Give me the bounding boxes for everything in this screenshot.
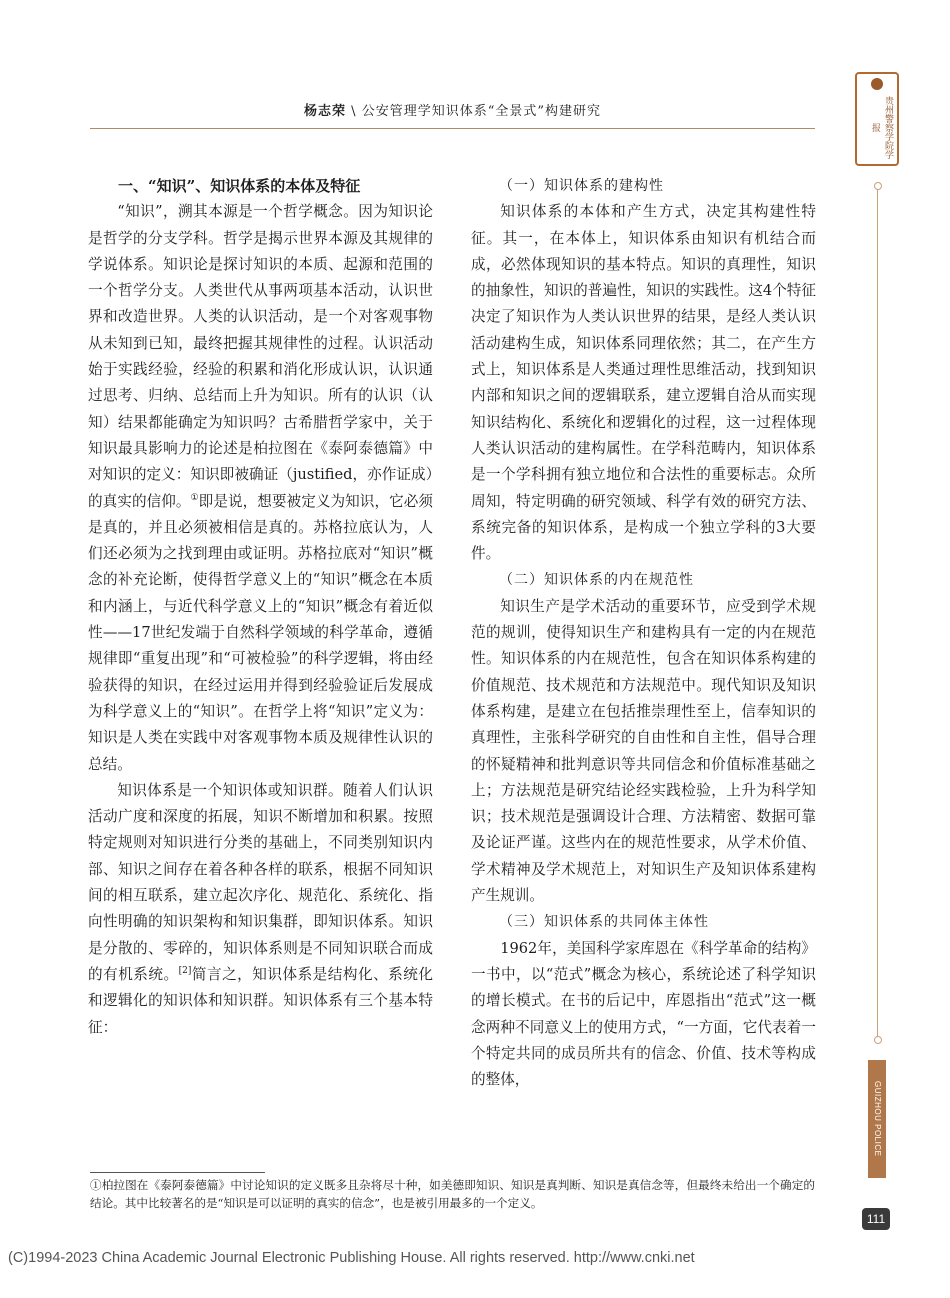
paragraph-text: 简言之，知识体系是结构化、系统化和逻辑化的知识体和知识群。知识体系有三个基本特征： <box>88 965 433 1036</box>
running-header <box>90 100 815 119</box>
footnote-rule <box>90 1172 265 1173</box>
citation-ref[interactable]: [2] <box>178 966 192 977</box>
subsection-heading: （一）知识体系的建构性 <box>499 178 664 194</box>
paragraph-text: 知识体系是一个知识体或知识群。随着人们认识活动广度和深度的拓展，知识不断增加和积累。按照特定规则对知识进行分类的基础上，不同类别知识内部、知识之间存在着各种各样的联系，根据不同知识间的相互联系，建立起次序化、规范化、系统化、指向性明确的知识架构和知识集群，即知识体系。知识是分散的、零碎的，知识体系则是不同知识联合而成的有机系统。 <box>88 781 433 983</box>
paragraph-text: “知识”，溯其本源是一个哲学概念。因为知识论是哲学的分支学科。哲学是揭示世界本源及其规律的学说体系。知识论是探讨知识的本质、起源和范围的一个哲学分支。人类世代从事两项基本活动，认识世界和改造世界。人类的认识活动，是一个对客观事物从未知到已知，最终把握其规律性的过程。认识活动始于实践经验，经验的积累和消化形成认识，认识通过思考、归纳、总结而上升为知识。所有的认识（认知）结果都能确定为知识吗？古希腊哲学家中，关于知识最具影响力的论述是柏拉图在《泰阿泰德篇》中对知识的定义：知识即被确证（justified，亦作证成）的真实的信仰。 <box>88 203 433 510</box>
page-number: 111 <box>862 1208 890 1230</box>
journal-logo <box>855 72 899 166</box>
margin-line <box>877 185 878 1040</box>
journal-logo-text: 贵州警察学院学报 <box>870 95 893 159</box>
subsection-heading: （二）知识体系的内在规范性 <box>499 572 694 589</box>
paragraph <box>88 199 433 778</box>
header-title: 公安管理学知识体系“全景式”构建研究 <box>361 104 601 119</box>
header-rule <box>90 128 815 129</box>
paragraph <box>88 778 433 1041</box>
side-tab: GUIZHOU POLICE COLLEGE <box>868 1060 886 1178</box>
margin-dot-top <box>874 182 882 190</box>
copyright-line: (C)1994-2023 China Academic Journal Electronic Publishing House. All rights reserved. http://www.cnki.net <box>8 1250 695 1266</box>
margin-dot-bottom <box>874 1036 882 1044</box>
paragraph: 知识体系的本体和产生方式，决定其构建性特征。其一，在本体上，知识体系由知识有机结合而成，必然体现知识的基本特点。知识的真理性，知识的抽象性，知识的普遍性，知识的实践性。这4个特征决定了知识作为人类认识世界的结果，是经人类认识活动建构生成，知识体系同理依然；其二，在产生方式上，知识体系是人类通过理性思维活动，找到知识内部和知识之间的逻辑联系，建立逻辑自洽从而实现知识结构化、系统化和逻辑化的过程，这一过程体现人类认识活动的建构属性。在学科范畴内，知识体系是一个学科拥有独立地位和合法性的重要标志。众所周知，特定明确的研究领域、科学有效的研究方法、系统完备的知识体系，是构成一个独立学科的3大要件。 <box>471 203 816 563</box>
right-column <box>471 173 816 1093</box>
subsection-heading: （三）知识体系的共同体主体性 <box>499 914 709 931</box>
header-author: 杨志荣 <box>304 104 347 119</box>
paragraph: 知识生产是学术活动的重要环节，应受到学术规范的规训，使得知识生产和建构具有一定的内在规范性。知识体系的内在规范性，包含在知识体系构建的价值规范、技术规范和方法规范中。现代知识及知识体系构建，是建立在包括推崇理性至上，信奉知识的真理性，主张科学研究的自由性和自主性，倡导合理的怀疑精神和批判意识等共同信念和价值标准基础之上；方法规范是研究结论经实践检验，上升为科学知识；技术规范是强调设计合理、方法精密、数据可靠及论证严谨。这些内在的规范性要求，从学术价值、学术精神及学术规范上，对知识生产及知识体系建构产生规训。 <box>471 597 816 905</box>
left-column <box>88 173 433 1041</box>
paragraph-text: 即是说，想要被定义为知识，它必须是真的，并且必须被相信是真的。苏格拉底认为，人们还必须为之找到理由或证明。苏格拉底对“知识”概念的补充论断，使得哲学意义上的“知识”概念在本质和内涵上，与近代科学意义上的“知识”概念有着近似性——17世纪发端于自然科学领域的科学革命，遵循规律即“重复出现”和“可被检验”的科学逻辑，将由经验获得的知识，在经过运用并得到经验验证后发展成为科学意义上的“知识”。在哲学上将“知识”定义为：知识是人类在实践中对客观事物本质及规律性认识的总结。 <box>88 492 433 773</box>
journal-seal-icon <box>871 78 883 90</box>
footnote: ①柏拉图在《泰阿泰德篇》中讨论知识的定义既多且杂将尽十种，如美德即知识、知识是真判断、知识是真信念等，但最终未给出一个确定的结论。其中比较著名的是“知识是可以证明的真实的信念”，也是被引用最多的一个定义。 <box>90 1178 815 1210</box>
paragraph: 1962年，美国科学家库恩在《科学革命的结构》一书中，以“范式”概念为核心，系统论述了科学知识的增长模式。在书的后记中，库恩指出“范式”这一概念两种不同意义上的使用方式，“一方面，它代表着一个特定共同的成员所共有的信念、价值、技术等构成的整体， <box>471 939 816 1089</box>
header-separator: \ <box>351 104 357 119</box>
section-heading: 一、“知识”、知识体系的本体及特征 <box>118 177 361 195</box>
footnote-ref[interactable]: ① <box>190 492 199 503</box>
